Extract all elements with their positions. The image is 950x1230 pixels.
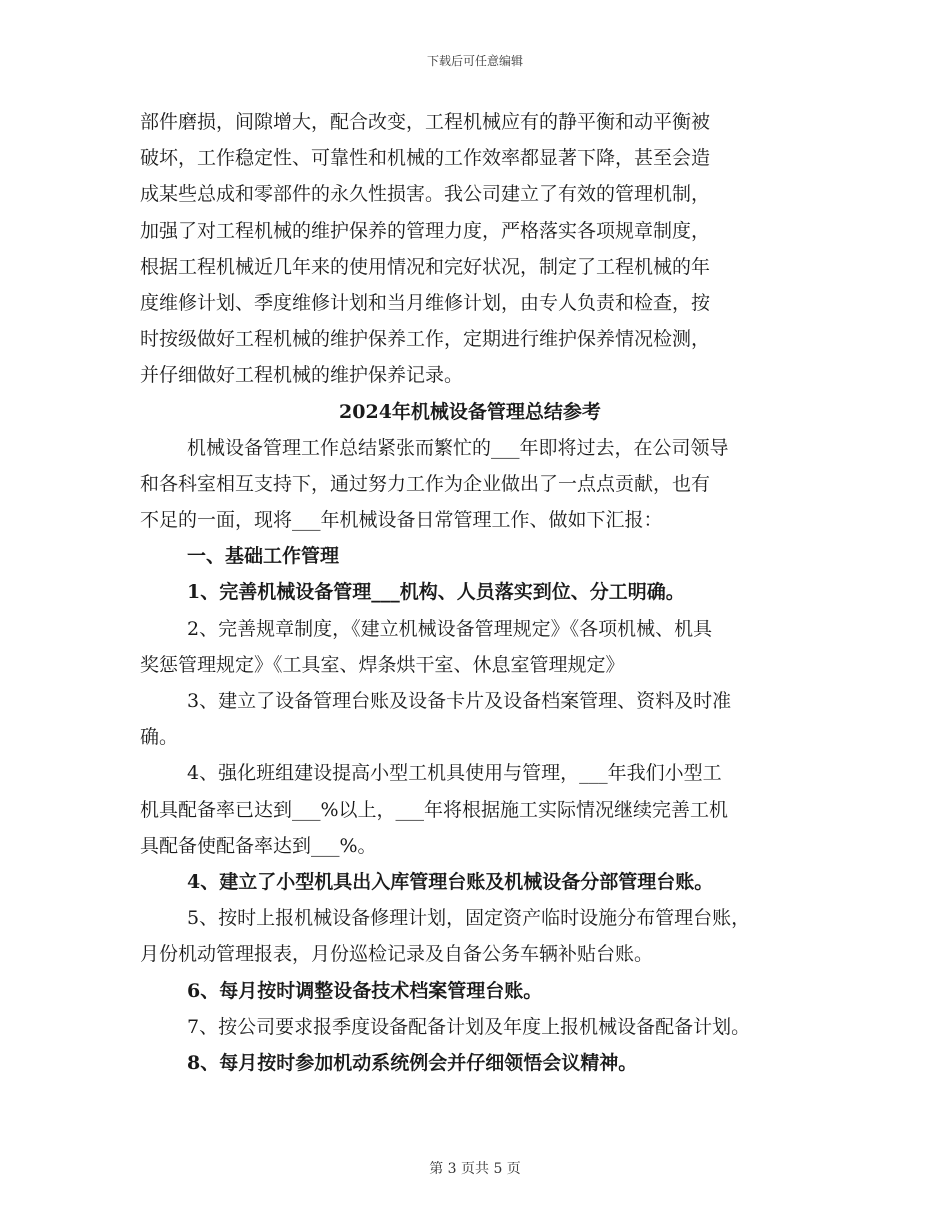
text-line: 破坏，工作稳定性、可靠性和机械的工作效率都显著下降，甚至会造 xyxy=(140,147,711,170)
text-line: 部件磨损，间隙增大，配合改变，工程机械应有的静平衡和动平衡被 xyxy=(140,111,711,133)
page-header: 下载后可任意编辑 xyxy=(426,54,523,68)
section-title: 2024年机械设备管理总结参考 xyxy=(339,400,601,423)
bold-heading-line: 1、完善机械设备管理___机构、人员落实到位、分工明确。 xyxy=(187,581,685,604)
bold-heading-line: 6、每月按时调整设备技术档案管理台账。 xyxy=(187,979,543,1002)
page-footer: 第 3 页共 5 页 xyxy=(429,1161,521,1177)
text-line: 4、强化班组建设提高小型工机具使用与管理，___年我们小型工 xyxy=(187,762,722,785)
text-line: 7、按公司要求报季度设备配备计划及年度上报机械设备配备计划。 xyxy=(187,1015,751,1038)
text-line: 机具配备率已达到___%以上，___年将根据施工实际情况继续完善工机 xyxy=(140,798,729,821)
text-line: 奖惩管理规定》《工具室、焊条烘干室、休息室管理规定》 xyxy=(140,653,625,676)
text-line: 不足的一面，现将___年机械设备日常管理工作、做如下汇报： xyxy=(140,509,663,532)
text-line: 月份机动管理报表，月份巡检记录及自备公务车辆补贴台账。 xyxy=(140,943,654,966)
text-line: 成某些总成和零部件的永久性损害。我公司建立了有效的管理机制， xyxy=(140,183,711,206)
bold-heading-line: 一、基础工作管理 xyxy=(187,545,340,568)
text-line: 5、按时上报机械设备修理计划，固定资产临时设施分布管理台账， xyxy=(187,907,751,930)
text-line: 时按级做好工程机械的维护保养工作，定期进行维护保养情况检测， xyxy=(140,328,711,351)
text-line: 机械设备管理工作总结紧张而繁忙的___年即将过去，在公司领导 xyxy=(187,436,729,459)
document-body xyxy=(140,104,800,1081)
bold-heading-line: 4、建立了小型机具出入库管理台账及机械设备分部管理台账。 xyxy=(187,870,714,893)
text-line: 具配备使配备率达到___%。 xyxy=(140,834,377,857)
text-line: 根据工程机械近几年来的使用情况和完好状况，制定了工程机械的年 xyxy=(140,255,711,278)
text-line: 2、完善规章制度，《建立机械设备管理规定》《各项机械、机具 xyxy=(187,617,713,640)
text-line: 和各科室相互支持下，通过努力工作为企业做出了一点点贡献，也有 xyxy=(140,472,711,495)
bold-heading-line: 8、每月按时参加机动系统例会并仔细领悟会议精神。 xyxy=(187,1051,638,1074)
text-line: 3、建立了设备管理台账及设备卡片及设备档案管理、资料及时准 xyxy=(187,690,732,712)
text-line: 度维修计划、季度维修计划和当月维修计划，由专人负责和检查，按 xyxy=(140,291,711,314)
text-line: 并仔细做好工程机械的维护保养记录。 xyxy=(140,364,464,387)
text-line: 加强了对工程机械的维护保养的管理力度，严格落实各项规章制度， xyxy=(140,219,711,242)
text-line: 确。 xyxy=(140,726,179,749)
